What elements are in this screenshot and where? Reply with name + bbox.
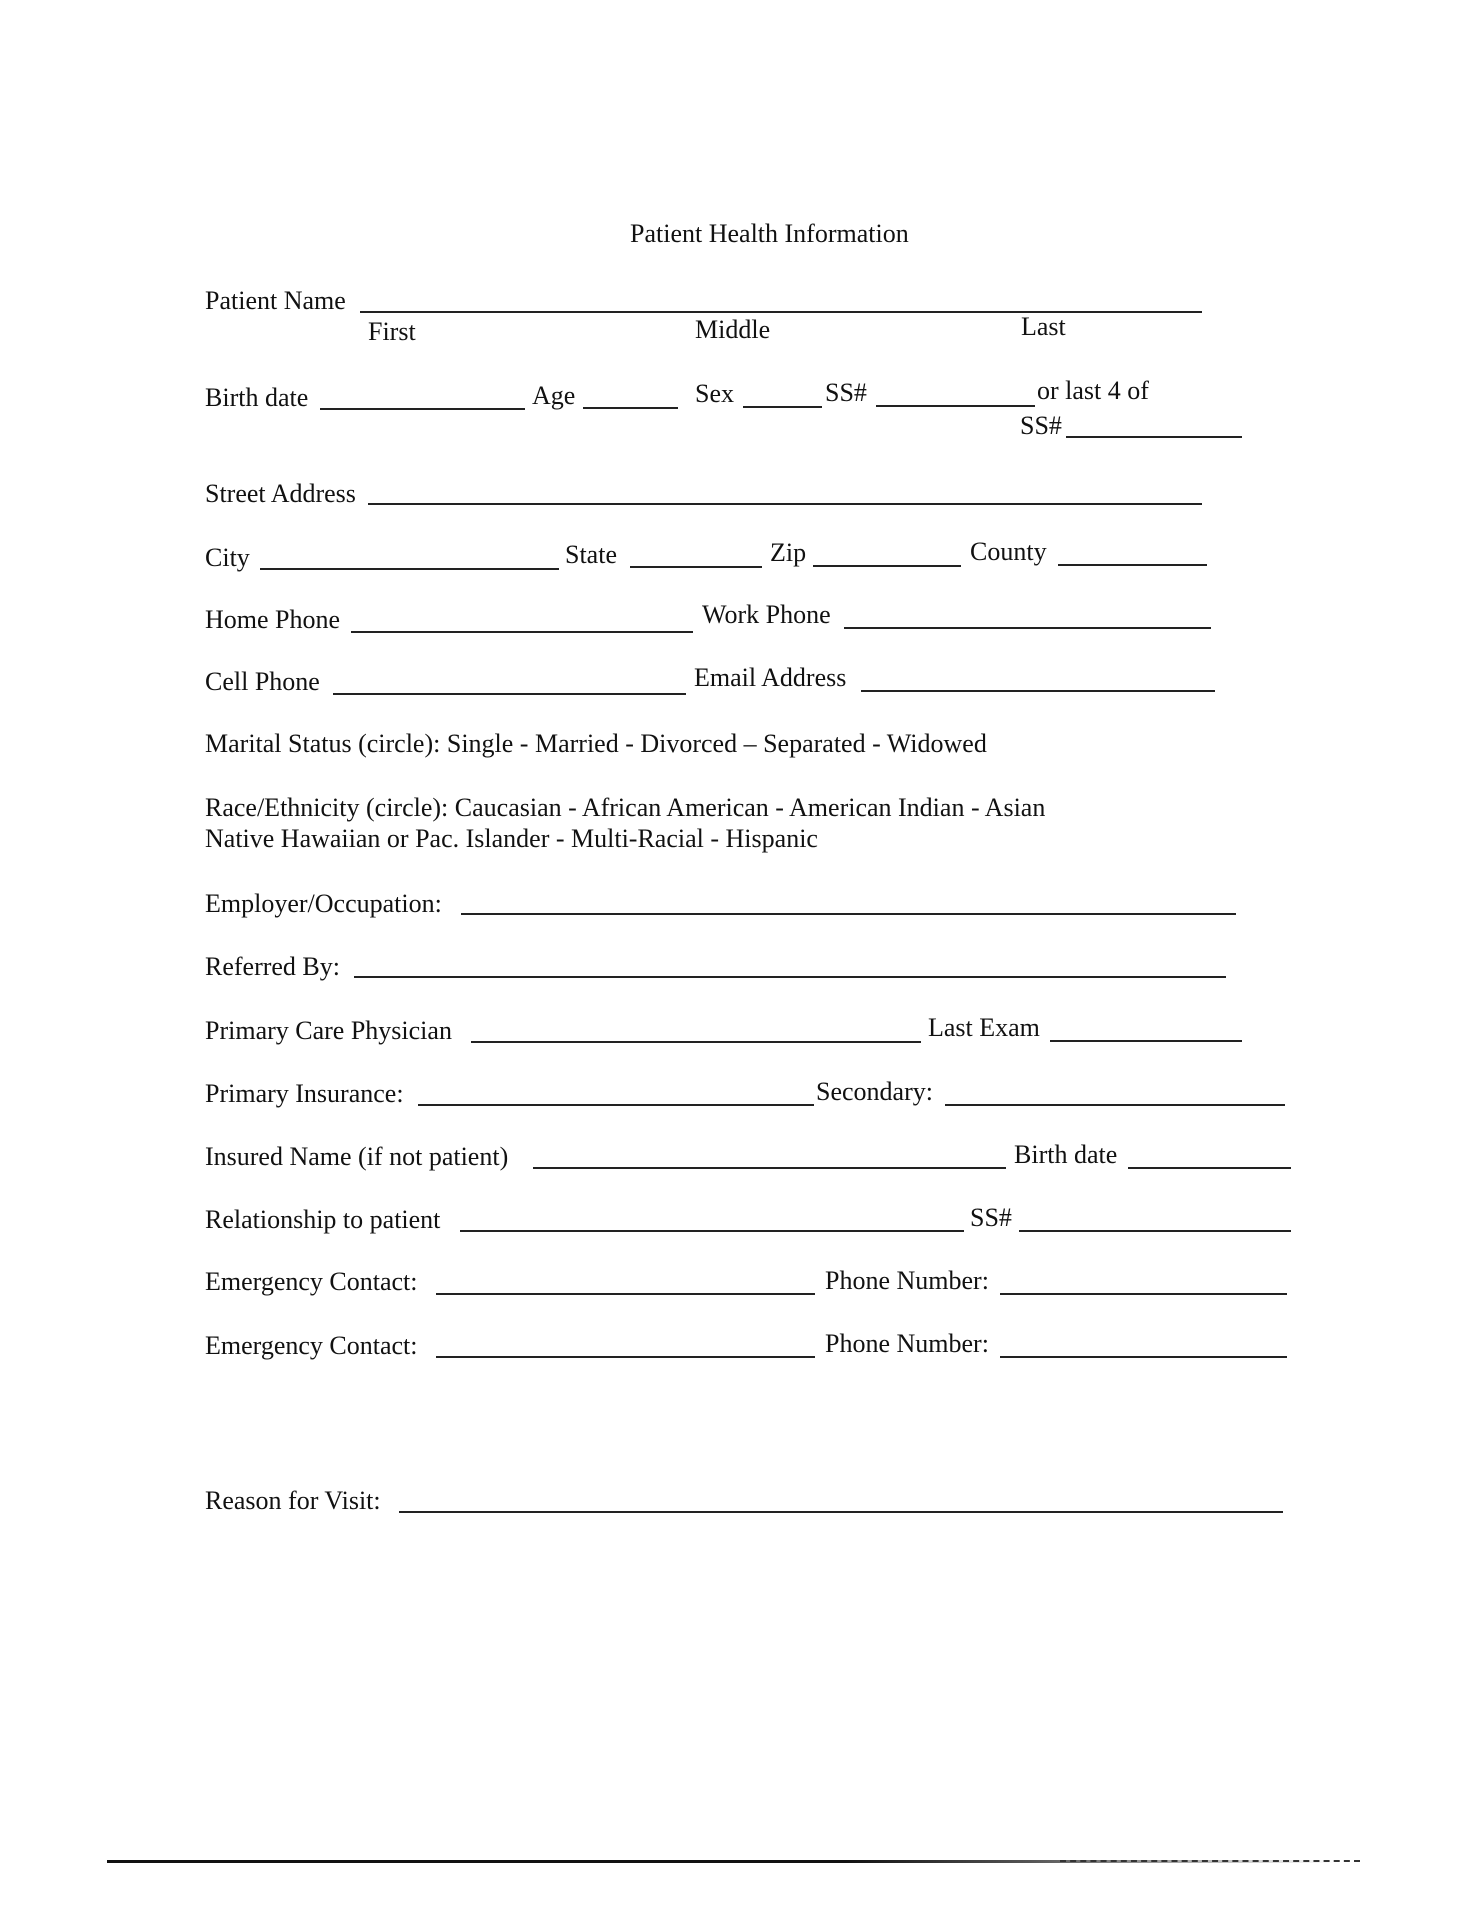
secondary-insurance-field[interactable] [945, 1104, 1285, 1106]
cell-phone-field[interactable] [333, 693, 686, 695]
primary-insurance-label: Primary Insurance: [205, 1079, 404, 1108]
city-field[interactable] [260, 568, 559, 570]
first-name-caption: First [368, 317, 416, 346]
insured-birth-date-label: Birth date [1014, 1140, 1118, 1169]
reason-for-visit-field[interactable] [399, 1511, 1283, 1513]
state-field[interactable] [630, 566, 762, 568]
emergency-phone-field[interactable] [1000, 1293, 1287, 1295]
last-exam-label: Last Exam [928, 1013, 1040, 1042]
referred-by-field[interactable] [354, 976, 1226, 978]
insured-name-label: Insured Name (if not patient) [205, 1142, 509, 1171]
page-bottom-dashed-rule [1060, 1860, 1360, 1862]
employer-field[interactable] [461, 913, 1236, 915]
patient-name-field[interactable] [360, 311, 1202, 313]
insured-birth-date-field[interactable] [1128, 1167, 1291, 1169]
sex-field[interactable] [743, 406, 822, 408]
sex-label: Sex [695, 379, 734, 408]
primary-insurance-field[interactable] [418, 1104, 814, 1106]
relationship-label: Relationship to patient [205, 1205, 441, 1234]
zip-label: Zip [770, 538, 807, 567]
emergency-contact-label: Emergency Contact: [205, 1331, 418, 1360]
middle-name-caption: Middle [695, 315, 771, 344]
email-label: Email Address [694, 663, 847, 692]
emergency-phone-label: Phone Number: [825, 1329, 989, 1358]
street-address-field[interactable] [368, 503, 1202, 505]
reason-for-visit-label: Reason for Visit: [205, 1486, 381, 1515]
work-phone-label: Work Phone [702, 600, 831, 629]
employer-label: Employer/Occupation: [205, 889, 442, 918]
age-label: Age [532, 381, 576, 410]
emergency-contact-field[interactable] [436, 1293, 815, 1295]
race-ethnicity-line2: Native Hawaiian or Pac. Islander - Multi-Racial - Hispanic [205, 824, 818, 853]
ss-label: SS# [825, 378, 867, 407]
relationship-field[interactable] [460, 1230, 964, 1232]
ss-last4-field[interactable] [1066, 436, 1242, 438]
age-field[interactable] [583, 407, 678, 409]
work-phone-field[interactable] [844, 627, 1211, 629]
last-name-caption: Last [1021, 312, 1066, 341]
zip-field[interactable] [813, 565, 961, 567]
city-label: City [205, 543, 250, 572]
secondary-insurance-label: Secondary: [816, 1077, 933, 1106]
form-title: Patient Health Information [630, 219, 909, 248]
home-phone-label: Home Phone [205, 605, 341, 634]
county-field[interactable] [1058, 564, 1207, 566]
cell-phone-label: Cell Phone [205, 667, 320, 696]
insured-ss-label: SS# [970, 1203, 1012, 1232]
ss-last4-label: SS# [1020, 411, 1062, 440]
ss-field[interactable] [876, 405, 1035, 407]
email-field[interactable] [861, 690, 1215, 692]
birth-date-label: Birth date [205, 383, 309, 412]
insured-ss-field[interactable] [1019, 1230, 1291, 1232]
pcp-label: Primary Care Physician [205, 1016, 452, 1045]
patient-name-label: Patient Name [205, 286, 346, 315]
marital-status: Marital Status (circle): Single - Married - Divorced – Separated - Widowed [205, 729, 987, 758]
street-address-label: Street Address [205, 479, 356, 508]
emergency-phone-field[interactable] [1000, 1356, 1287, 1358]
county-label: County [970, 537, 1047, 566]
pcp-field[interactable] [471, 1041, 921, 1043]
last-exam-field[interactable] [1050, 1040, 1242, 1042]
home-phone-field[interactable] [351, 631, 693, 633]
race-ethnicity-line1: Race/Ethnicity (circle): Caucasian - African American - American Indian - Asian [205, 793, 1046, 822]
referred-by-label: Referred By: [205, 952, 341, 981]
or-last4-label: or last 4 of [1037, 376, 1149, 405]
state-label: State [565, 540, 617, 569]
emergency-phone-label: Phone Number: [825, 1266, 989, 1295]
insured-name-field[interactable] [533, 1167, 1006, 1169]
birth-date-field[interactable] [320, 408, 525, 410]
emergency-contact-label: Emergency Contact: [205, 1267, 418, 1296]
emergency-contact-field[interactable] [436, 1356, 815, 1358]
